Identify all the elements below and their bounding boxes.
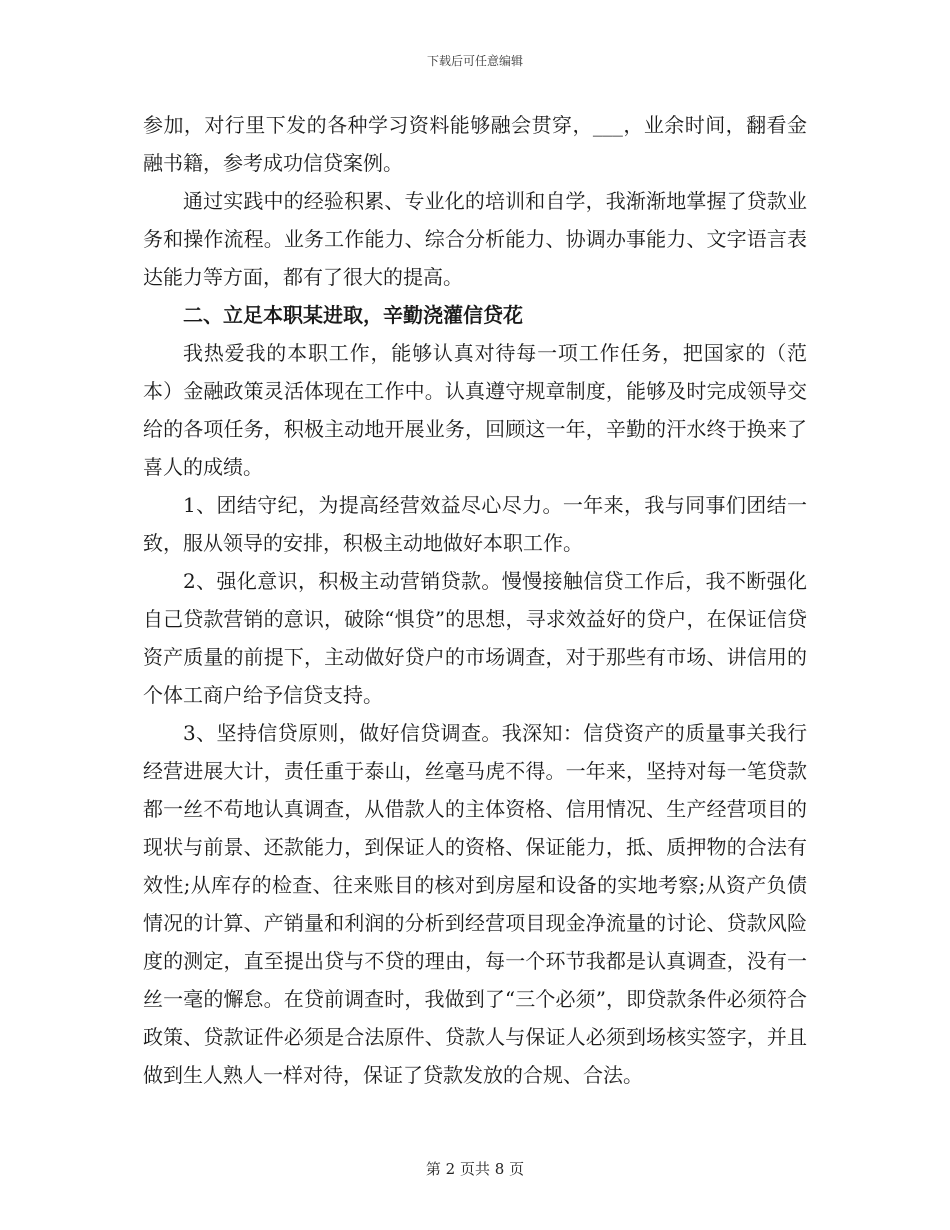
paragraph-skills: 通过实践中的经验积累、专业化的培训和自学，我渐渐地掌握了贷款业务和操作流程。业务工作能力、综合分析能力、协调办事能力、文字语言表达能力等方面，都有了很大的提高。 xyxy=(143,189,807,289)
section-heading: 二、立足本职某进取，辛勤浇灌信贷花 xyxy=(183,303,523,327)
paragraph-item-3: 3、坚持信贷原则，做好信贷调查。我深知：信贷资产的质量事关我行经营进展大计，责任重于泰山，丝毫马虎不得。一年来，坚持对每一笔贷款都一丝不苟地认真调查，从借款人的主体资格、信用情况、生产经营项目的现状与前景、还款能力，到保证人的资格、保证能力，抵、质押物的合法有效性;从库存的检查、往来账目的核对到房屋和设备的实地考察;从资产负债情况的计算、产销量和利润的分析到经营项目现金净流量的讨论、贷款风险度的测定，直至提出贷与不贷的理由，每一个环节我都是认真调查，没有一丝一毫的懈怠。在贷前调查时，我做到了“三个必须”，即贷款条件必须符合政策、贷款证件必须是合法原件、贷款人与保证人必须到场核实签字，并且做到生人熟人一样对待，保证了贷款发放的合规、合法。 xyxy=(143,721,807,1087)
page-footer: 第 2 页共 8 页 xyxy=(425,1160,525,1178)
paragraph-item-2: 2、强化意识，积极主动营销贷款。慢慢接触信贷工作后，我不断强化自己贷款营销的意识，破除“惧贷”的思想，寻求效益好的贷户，在保证信贷资产质量的前提下，主动做好贷户的市场调查，对于那些有市场、讲信用的个体工商户给予信贷支持。 xyxy=(143,569,807,707)
paragraph-item-1: 1、团结守纪，为提高经营效益尽心尽力。一年来，我与同事们团结一致，服从领导的安排，积极主动地做好本职工作。 xyxy=(143,493,807,555)
paragraph-job-attitude: 我热爱我的本职工作，能够认真对待每一项工作任务，把国家的（范本）金融政策灵活体现在工作中。认真遵守规章制度，能够及时完成领导交给的各项任务，积极主动地开展业务，回顾这一年，辛勤的汗水终于换来了喜人的成绩。 xyxy=(143,341,807,479)
page-header: 下载后可任意编辑 xyxy=(426,54,523,68)
document-body xyxy=(143,106,807,1094)
paragraph-continuation: 参加，对行里下发的各种学习资料能够融会贯穿，___，业余时间，翻看金融书籍，参考成功信贷案例。 xyxy=(143,113,807,175)
